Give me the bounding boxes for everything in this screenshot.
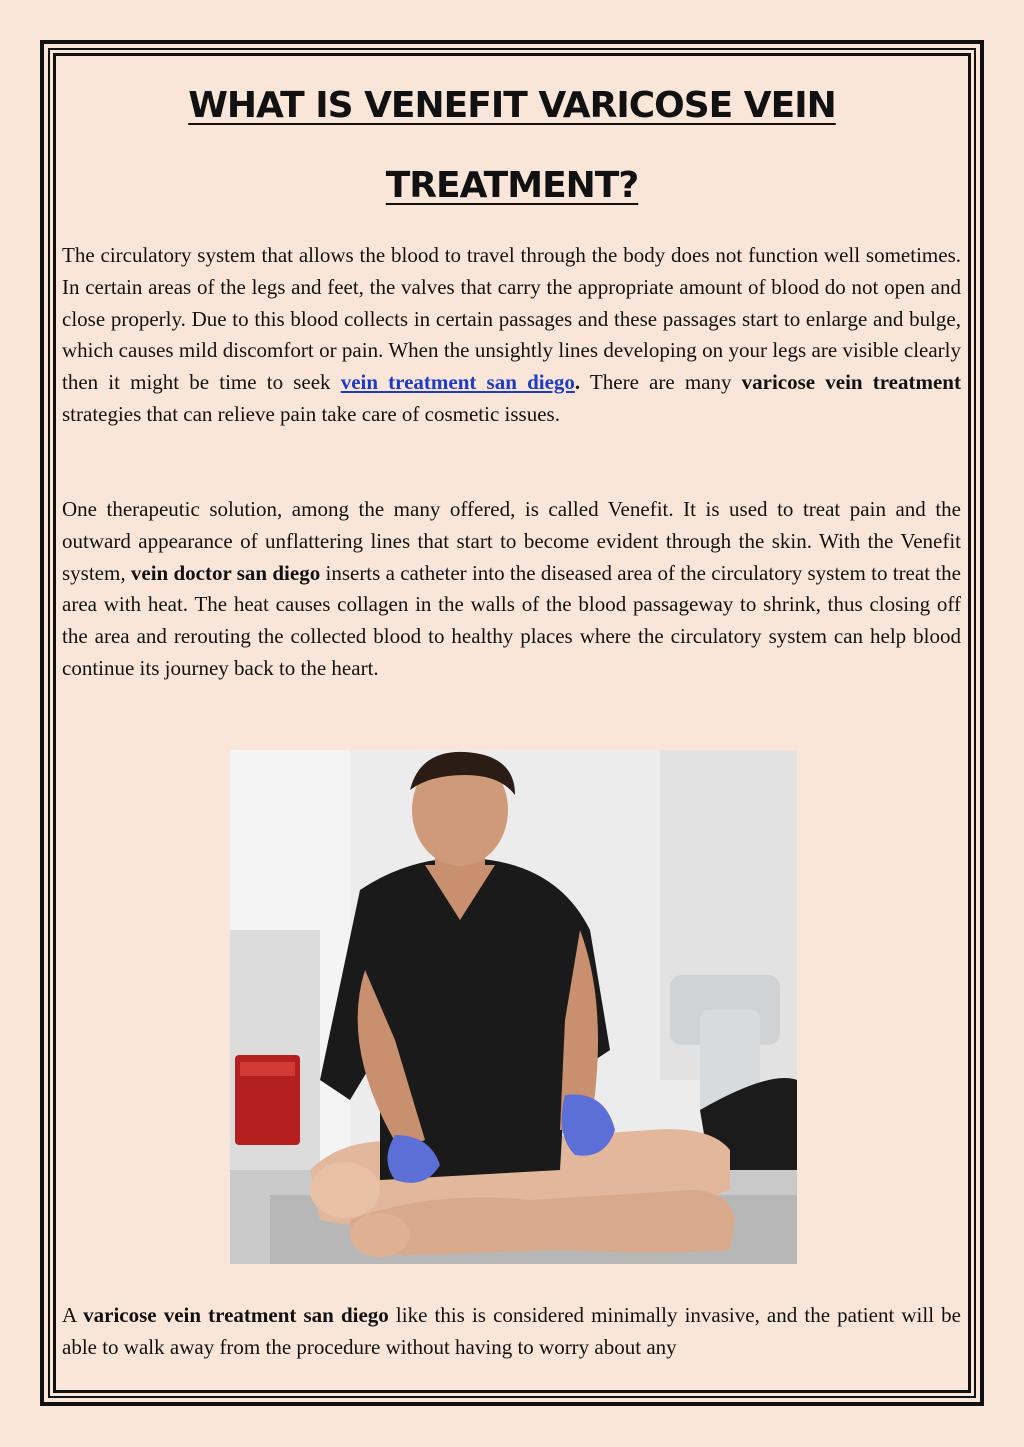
closing-text-2: like this is considered minimally invasive, and the patient will be able to walk away from the procedure without having to worry about any — [62, 1303, 961, 1359]
page-title — [62, 66, 962, 226]
minimally-invasive-paragraph — [62, 1300, 961, 1364]
closing-text-1: A — [62, 1303, 84, 1327]
vein-treatment-link[interactable]: vein treatment san diego — [340, 370, 575, 395]
venefit-text-1: One therapeutic solution, among the many offered, is called Venefit. It is used to treat pain and the outward appearance of unflattering lines that start to become evident through the skin. With the Venefit system, — [62, 497, 961, 585]
intro-bold-keyword: varicose vein treatment — [741, 370, 961, 395]
title-line-1: WHAT IS VENEFIT VARICOSE VEIN — [188, 85, 836, 126]
venefit-text-2: inserts a catheter into the diseased area of the circulatory system to treat the area with heat. The heat causes collagen in the walls of the blood passageway to shrink, thus closing off the area and rerouting the collected blood to healthy places where the circulatory system can help blood continue its journey back to the heart. — [62, 560, 961, 680]
intro-paragraph — [62, 240, 961, 431]
closing-bold-keyword: varicose vein treatment san diego — [83, 1303, 389, 1327]
venefit-bold-keyword: vein doctor san diego — [130, 560, 321, 585]
intro-text-2: There are many — [580, 370, 742, 395]
venefit-paragraph — [62, 494, 961, 685]
intro-text-1: The circulatory system that allows the blood to travel through the body does not function well sometimes. In certain areas of the legs and feet, the valves that carry the appropriate amount of blood do not open and close properly. Due to this blood collects in certain passages and these passages start to enlarge and bulge, which causes mild discomfort or pain. When the unsightly lines developing on your legs are visible clearly then it might be time to seek — [62, 243, 961, 395]
doctor-treatment-photo — [230, 750, 797, 1264]
link-period: . — [574, 370, 581, 395]
intro-text-3: strategies that can relieve pain take care of cosmetic issues. — [62, 401, 560, 426]
title-line-2: TREATMENT? — [385, 165, 639, 206]
